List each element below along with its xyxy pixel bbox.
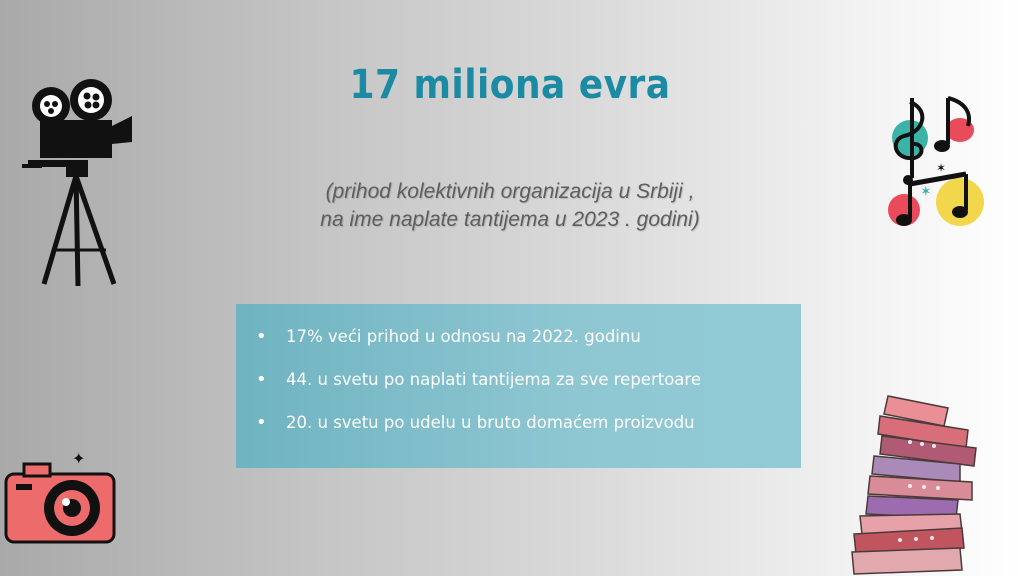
facts-list bbox=[236, 304, 801, 451]
fact-item: • 20. u svetu po udelu u bruto domaćem proizvodu bbox=[268, 408, 801, 451]
subtitle-line: na ime naplate tantijema u 2023 . godini) bbox=[320, 208, 700, 231]
svg-text:✶: ✶ bbox=[920, 184, 932, 200]
facts-box bbox=[236, 304, 801, 468]
fact-item: • 17% veći prihod u odnosu na 2022. godinu bbox=[268, 322, 801, 365]
book-stack-icon bbox=[850, 390, 982, 576]
svg-text:✶: ✶ bbox=[936, 161, 947, 175]
photo-camera-icon bbox=[0, 452, 122, 548]
slide-subtitle bbox=[240, 178, 780, 234]
svg-text:✦: ✦ bbox=[72, 452, 86, 468]
subtitle-line: (prihod kolektivnih organizacija u Srbiji , bbox=[325, 180, 695, 203]
film-camera-icon bbox=[18, 72, 138, 294]
fact-item: • 44. u svetu po naplati tantijema za sve repertoare bbox=[268, 365, 801, 408]
music-notes-icon bbox=[880, 92, 990, 240]
slide-title: 17 miliona evra bbox=[349, 62, 671, 108]
